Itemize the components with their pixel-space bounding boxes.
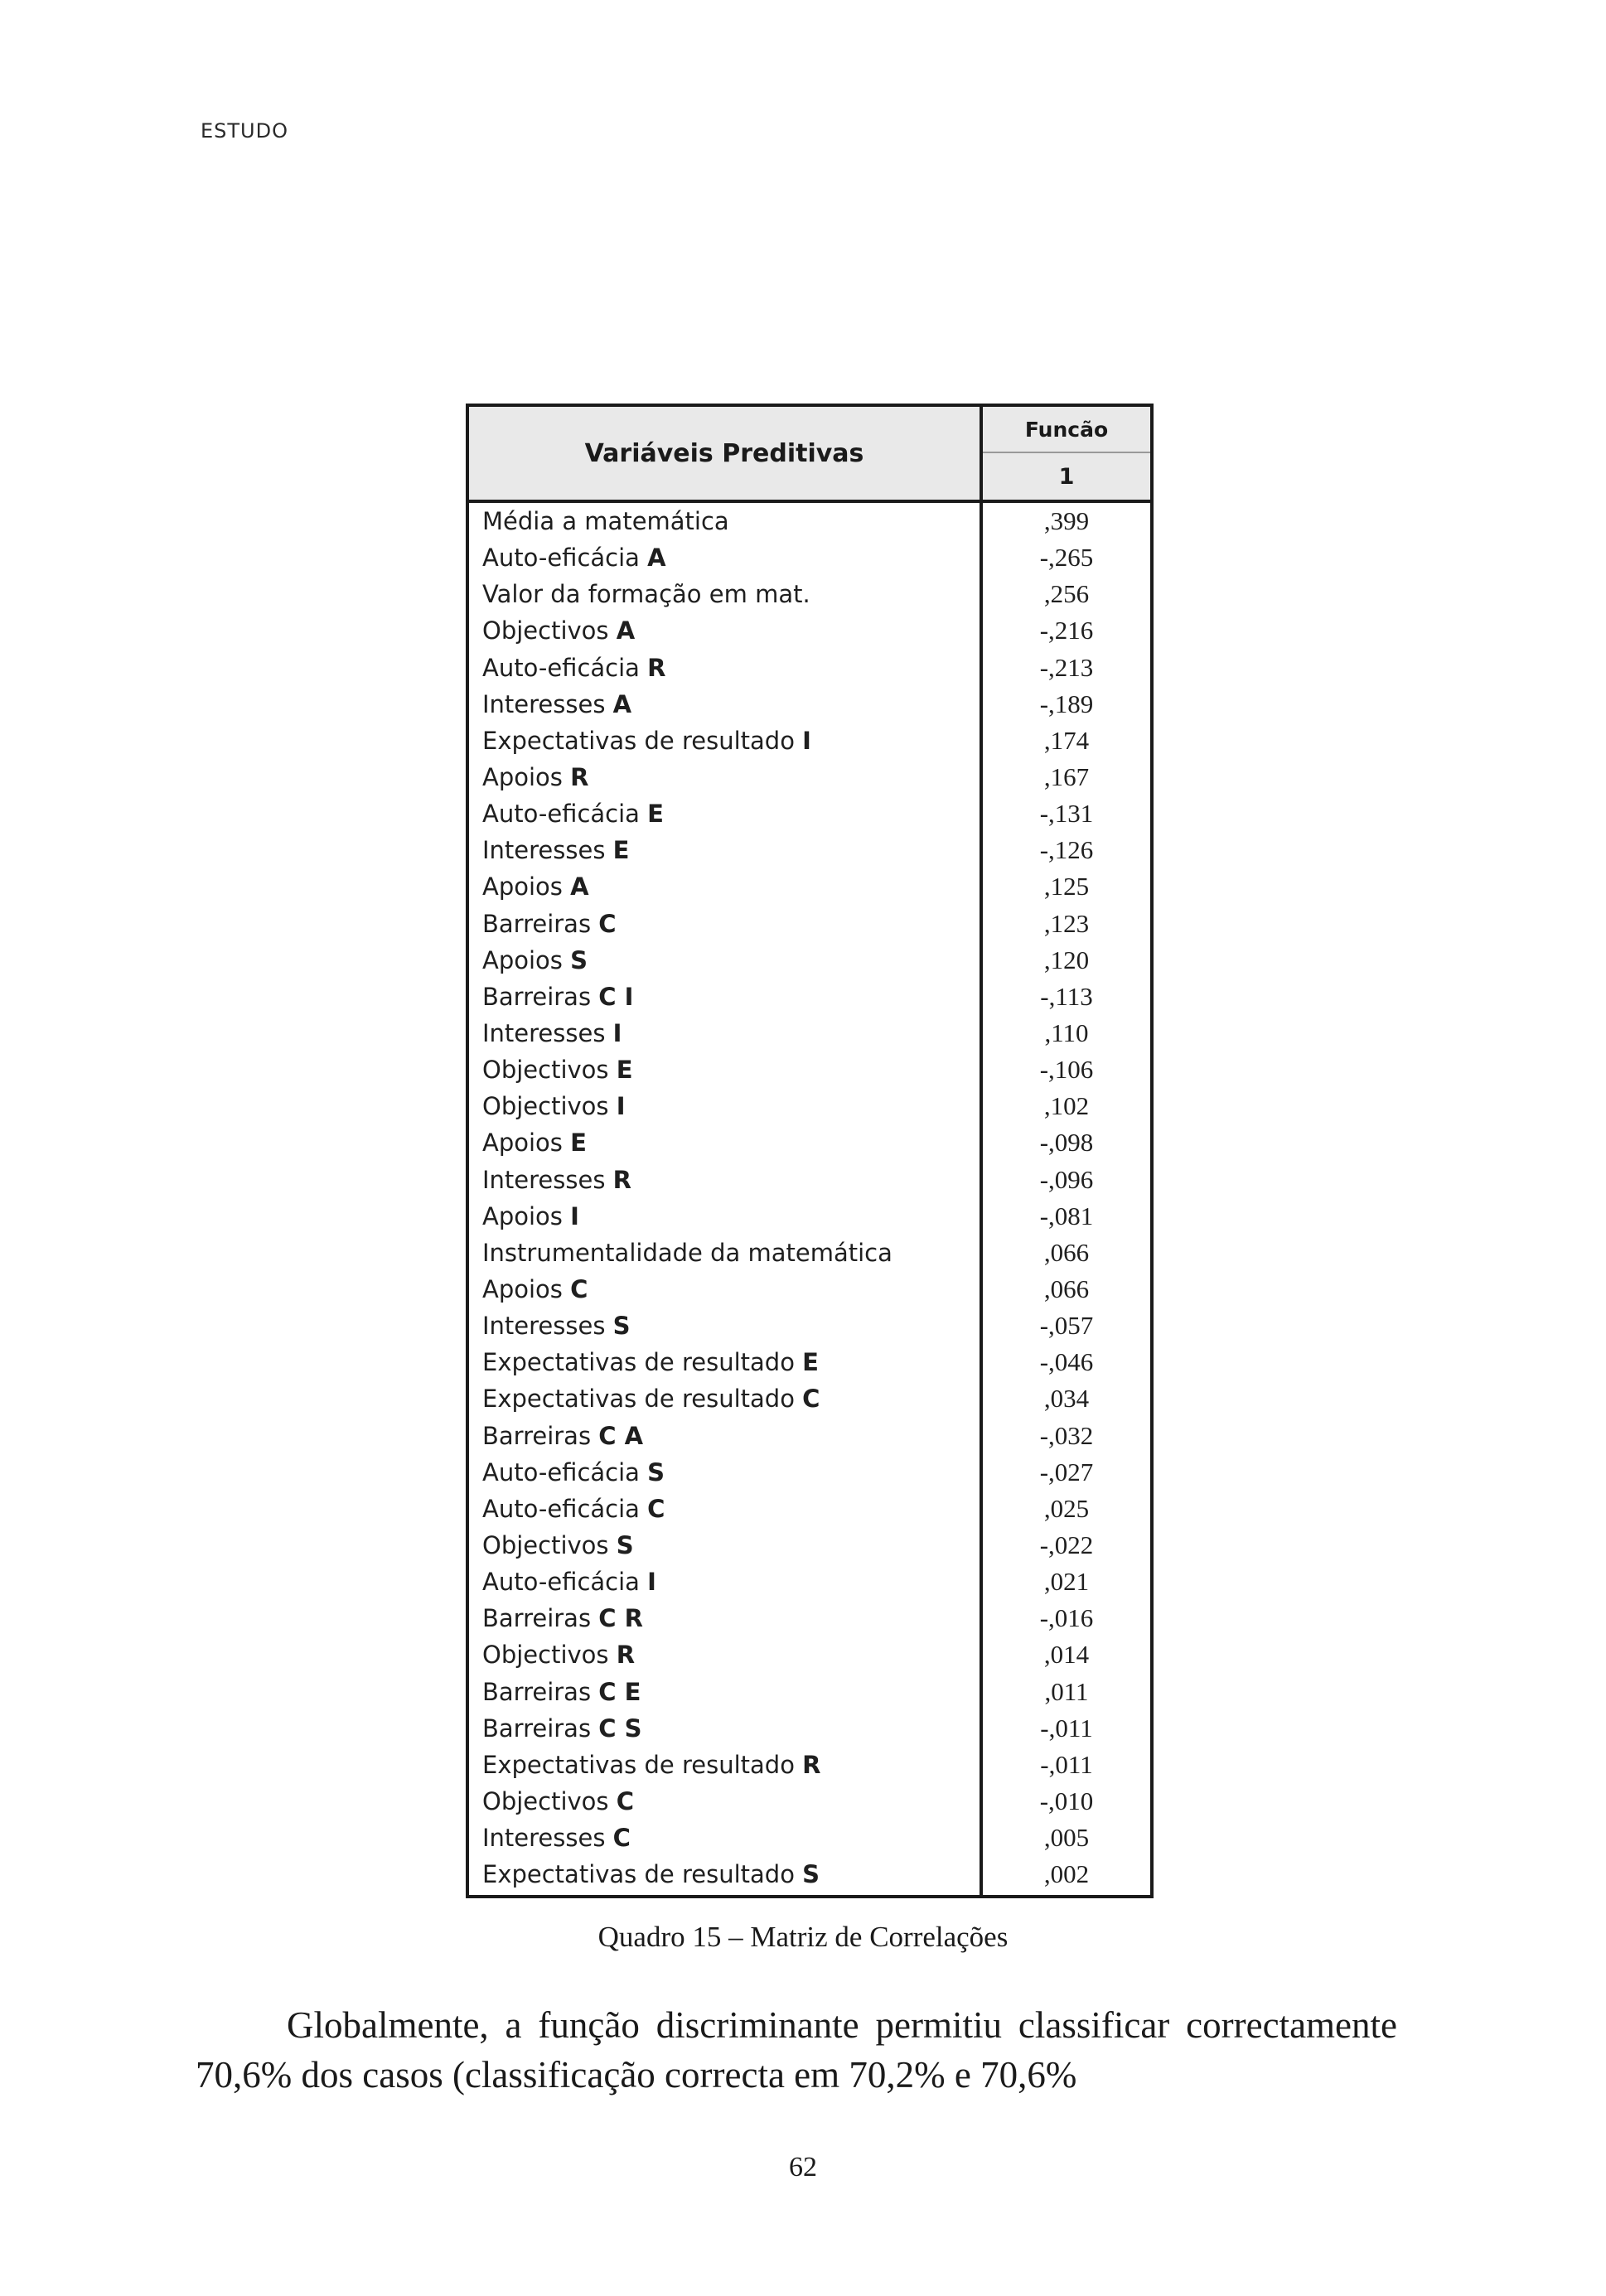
variable-name xyxy=(482,832,629,868)
correlation-value: -,126 xyxy=(1039,835,1094,865)
group-code: C xyxy=(647,1494,665,1523)
variable-label: Auto-eficácia xyxy=(482,653,640,682)
group-code: I xyxy=(616,1092,626,1121)
variable-name xyxy=(482,1564,656,1600)
group-code: E xyxy=(612,836,630,865)
variable-label: Apoios xyxy=(482,1201,563,1230)
variable-name xyxy=(482,1783,634,1820)
table-row xyxy=(469,1198,1150,1235)
group-code: I xyxy=(802,726,811,755)
table-row xyxy=(469,539,1150,576)
group-code: I xyxy=(647,1568,656,1597)
group-code: S xyxy=(570,945,588,974)
table-row xyxy=(469,1088,1150,1124)
group-code: C xyxy=(616,1786,635,1815)
correlation-value: ,011 xyxy=(1044,1676,1089,1706)
variable-name xyxy=(482,1271,588,1308)
correlation-value: -,098 xyxy=(1039,1128,1094,1158)
variable-name xyxy=(482,576,810,612)
correlation-value: -,027 xyxy=(1039,1457,1094,1486)
body-paragraph xyxy=(196,2000,1397,2100)
correlation-value: ,066 xyxy=(1043,1274,1090,1303)
variable-name xyxy=(482,723,811,759)
group-code: E xyxy=(616,1056,633,1085)
variable-name xyxy=(482,1198,579,1235)
group-code: C xyxy=(598,909,617,938)
variable-label: Expectativas de resultado xyxy=(482,1385,795,1414)
variable-name xyxy=(482,1454,665,1491)
variable-label: Expectativas de resultado xyxy=(482,1348,795,1377)
group-code: C S xyxy=(598,1714,642,1743)
variable-name xyxy=(482,906,617,942)
correlation-value: -,189 xyxy=(1039,689,1094,718)
running-header: ESTUDO xyxy=(201,119,288,143)
table-row xyxy=(469,1783,1150,1820)
variable-label: Objectivos xyxy=(482,1786,609,1815)
variable-name xyxy=(482,1308,631,1344)
variable-label: Barreiras xyxy=(482,982,592,1011)
variable-label: Auto-eficácia xyxy=(482,1568,640,1597)
variable-name xyxy=(482,650,666,686)
variable-label: Objectivos xyxy=(482,1092,609,1121)
table-row xyxy=(469,979,1150,1015)
variable-name xyxy=(482,1856,820,1892)
table-row xyxy=(469,1710,1150,1747)
correlation-value: ,002 xyxy=(1043,1859,1090,1889)
table-row xyxy=(469,723,1150,759)
variable-label: Barreiras xyxy=(482,909,592,938)
variable-name xyxy=(482,1491,665,1527)
table-row xyxy=(469,1747,1150,1783)
correlation-value: ,014 xyxy=(1043,1640,1090,1670)
variable-name xyxy=(482,1527,634,1564)
table-row xyxy=(469,795,1150,832)
table-row xyxy=(469,576,1150,612)
group-code: A xyxy=(570,872,589,901)
group-code: C xyxy=(802,1385,820,1414)
table-row xyxy=(469,686,1150,723)
table-row xyxy=(469,1674,1150,1710)
correlation-value: -,213 xyxy=(1039,652,1094,682)
group-code: C xyxy=(612,1824,631,1853)
group-code: E xyxy=(802,1348,819,1377)
table-row xyxy=(469,1344,1150,1380)
variable-name xyxy=(482,1088,626,1124)
variable-label: Barreiras xyxy=(482,1677,592,1706)
group-code: R xyxy=(616,1641,636,1670)
col-header-variables: Variáveis Preditivas xyxy=(469,407,983,500)
variable-name xyxy=(482,759,588,795)
variable-label: Interesses xyxy=(482,1165,606,1194)
correlation-value: ,021 xyxy=(1043,1567,1090,1597)
variable-name xyxy=(482,942,588,979)
group-code: C R xyxy=(598,1604,644,1633)
table-row xyxy=(469,1418,1150,1454)
variable-name xyxy=(482,1674,641,1710)
variable-name xyxy=(482,1600,643,1636)
variable-label: Auto-eficácia xyxy=(482,1457,640,1486)
group-code: I xyxy=(612,1018,622,1047)
group-code: R xyxy=(802,1750,821,1779)
group-code: S xyxy=(802,1860,820,1889)
variable-name xyxy=(482,1051,633,1088)
correlation-value: ,110 xyxy=(1044,1017,1089,1047)
variable-label: Barreiras xyxy=(482,1421,592,1450)
variable-label: Média a matemática xyxy=(482,507,729,535)
variable-label: Apoios xyxy=(482,945,563,974)
group-code: S xyxy=(647,1457,665,1486)
variable-label: Interesses xyxy=(482,1312,606,1341)
page-number: 62 xyxy=(789,2152,817,2182)
correlation-value: -,216 xyxy=(1039,616,1094,645)
variable-name xyxy=(482,686,631,723)
table-body xyxy=(469,503,1150,1892)
correlation-value: -,081 xyxy=(1039,1201,1094,1230)
table-row xyxy=(469,1856,1150,1892)
table-row xyxy=(469,868,1150,905)
variable-name xyxy=(482,612,635,649)
table-row xyxy=(469,906,1150,942)
variable-label: Apoios xyxy=(482,872,563,901)
correlation-value: ,005 xyxy=(1043,1823,1090,1853)
group-code: C xyxy=(570,1274,588,1303)
variable-label: Apoios xyxy=(482,762,563,791)
group-code: C E xyxy=(598,1677,641,1706)
correlation-value: ,256 xyxy=(1043,579,1090,609)
col-header-function: Funcão xyxy=(983,407,1150,453)
table-row xyxy=(469,942,1150,979)
variable-label: Auto-eficácia xyxy=(482,1494,640,1523)
table-row xyxy=(469,1271,1150,1308)
table-row xyxy=(469,832,1150,868)
table-row xyxy=(469,1454,1150,1491)
group-code: R xyxy=(570,762,589,791)
table-row xyxy=(469,1600,1150,1636)
col-header-function-number: 1 xyxy=(1058,463,1075,490)
table-header xyxy=(469,407,1150,503)
variable-label: Instrumentalidade da matemática xyxy=(482,1238,892,1267)
variable-label: Expectativas de resultado xyxy=(482,1750,795,1779)
correlation-value: -,032 xyxy=(1039,1420,1094,1450)
variable-label: Barreiras xyxy=(482,1714,592,1743)
variable-name xyxy=(482,1162,631,1198)
correlation-value: ,102 xyxy=(1043,1091,1090,1121)
body-paragraph-text: Globalmente, a função discriminante permitiu classificar correctamente 70,6% dos casos (classificação correcta em 70,2% e 70,6% xyxy=(196,2004,1397,2095)
group-code: E xyxy=(647,800,664,829)
table-row xyxy=(469,1235,1150,1271)
variable-label: Apoios xyxy=(482,1274,563,1303)
correlation-value: -,113 xyxy=(1040,981,1093,1011)
table-row xyxy=(469,503,1150,539)
correlation-value: ,066 xyxy=(1043,1237,1090,1267)
variable-name xyxy=(482,1235,892,1271)
table-row xyxy=(469,612,1150,649)
group-code: S xyxy=(616,1530,634,1559)
group-code: C A xyxy=(598,1421,644,1450)
group-code: A xyxy=(616,616,636,645)
variable-label: Apoios xyxy=(482,1129,563,1158)
table-row xyxy=(469,1162,1150,1198)
correlation-value: -,022 xyxy=(1039,1530,1094,1559)
variable-name xyxy=(482,1820,631,1856)
correlation-value: -,106 xyxy=(1039,1055,1094,1085)
variable-label: Expectativas de resultado xyxy=(482,726,795,755)
table-row xyxy=(469,650,1150,686)
correlation-value: -,016 xyxy=(1039,1603,1094,1633)
variable-label: Objectivos xyxy=(482,616,609,645)
table-row xyxy=(469,759,1150,795)
table-caption: Quadro 15 – Matriz de Correlações xyxy=(597,1921,1009,1953)
variable-label: Auto-eficácia xyxy=(482,800,640,829)
variable-label: Interesses xyxy=(482,836,606,865)
variable-name xyxy=(482,979,633,1015)
variable-name xyxy=(482,1380,820,1417)
variable-name xyxy=(482,1418,643,1454)
correlation-value: -,265 xyxy=(1039,543,1094,573)
table-row xyxy=(469,1051,1150,1088)
correlation-value: ,167 xyxy=(1043,761,1090,791)
table-row xyxy=(469,1636,1150,1673)
correlation-value: ,034 xyxy=(1043,1384,1090,1414)
correlation-value: -,011 xyxy=(1040,1713,1093,1743)
table-row xyxy=(469,1491,1150,1527)
variable-name xyxy=(482,868,589,905)
variable-label: Interesses xyxy=(482,1018,606,1047)
variable-label: Expectativas de resultado xyxy=(482,1860,795,1889)
group-code: E xyxy=(570,1129,587,1158)
variable-label: Objectivos xyxy=(482,1530,609,1559)
group-code: C I xyxy=(598,982,634,1011)
correlation-value: ,174 xyxy=(1043,725,1090,755)
variable-name xyxy=(482,1710,642,1747)
variable-name xyxy=(482,1344,819,1380)
variable-label: Interesses xyxy=(482,689,606,718)
variable-name xyxy=(482,503,729,539)
group-code: A xyxy=(612,689,632,718)
correlation-value: -,011 xyxy=(1040,1749,1093,1779)
table-row xyxy=(469,1527,1150,1564)
group-code: I xyxy=(570,1201,579,1230)
group-code: R xyxy=(647,653,666,682)
correlation-value: -,010 xyxy=(1039,1786,1094,1815)
variable-name xyxy=(482,1015,622,1051)
variable-name xyxy=(482,539,666,576)
correlation-value: ,399 xyxy=(1043,506,1090,535)
variable-name xyxy=(482,1636,635,1673)
table-row xyxy=(469,1308,1150,1344)
correlation-value: -,131 xyxy=(1039,799,1094,829)
variable-label: Objectivos xyxy=(482,1641,609,1670)
group-code: A xyxy=(647,544,666,573)
correlation-value: ,125 xyxy=(1043,872,1090,901)
variable-label: Barreiras xyxy=(482,1604,592,1633)
table-row xyxy=(469,1015,1150,1051)
group-code: R xyxy=(612,1165,632,1194)
table-row xyxy=(469,1380,1150,1417)
variable-name xyxy=(482,1747,821,1783)
correlation-value: ,120 xyxy=(1043,945,1090,974)
correlation-value: ,025 xyxy=(1043,1493,1090,1523)
correlation-matrix-table xyxy=(466,404,1154,1898)
group-code: S xyxy=(612,1312,631,1341)
variable-name xyxy=(482,1124,587,1161)
variable-name xyxy=(482,795,664,832)
variable-label: Objectivos xyxy=(482,1056,609,1085)
variable-label: Auto-eficácia xyxy=(482,544,640,573)
correlation-value: -,096 xyxy=(1039,1164,1094,1194)
correlation-value: ,123 xyxy=(1043,908,1090,938)
variable-label: Valor da formação em mat. xyxy=(482,580,810,609)
table-row xyxy=(469,1124,1150,1161)
table-row xyxy=(469,1820,1150,1856)
table-row xyxy=(469,1564,1150,1600)
correlation-value: -,057 xyxy=(1039,1311,1094,1341)
correlation-value: -,046 xyxy=(1039,1347,1094,1377)
variable-label: Interesses xyxy=(482,1824,606,1853)
